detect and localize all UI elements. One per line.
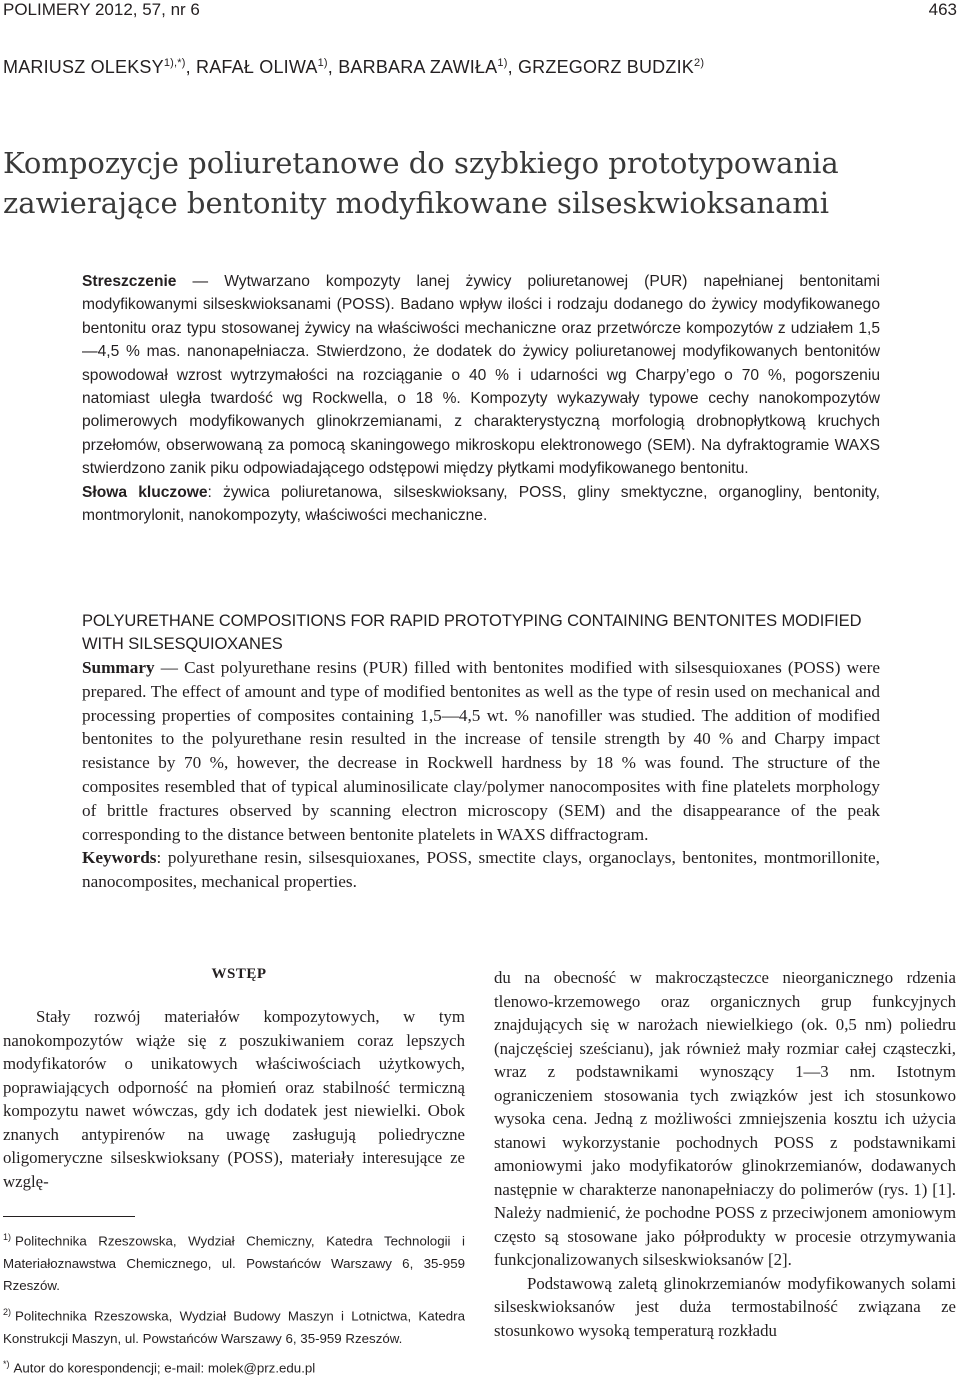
summary-dash: — [154,658,185,677]
body-paragraph: Podstawową zaletą glinokrzemianów modyfikowanych solami silseskwioksanów jest duża termostabilność związana ze stosunkowo wysoką temperaturą rozkładu [494,1273,956,1340]
author-separator: , [507,57,518,77]
footnote-mark: *) [3,1359,10,1370]
author-name: BARBARA ZAWIŁA [338,57,498,77]
abstract-dash: — [176,273,225,290]
keywords-label: Keywords [82,848,157,868]
keywords-label: Słowa kluczowe [82,483,208,501]
running-header [3,0,957,22]
paper-title [3,143,943,223]
keywords-paragraph [82,481,880,528]
summary-paragraph [82,656,880,846]
summary-text: Cast polyurethane resins (PUR) filled with bentonites modified with silsesquioxanes (POSS) were prepared. The effect of amount and type of modified bentonites as well as the type of resin used on mechanical and processing properties of composites containing 1,5—4,5 wt. % nanofiller was studied. The addition of modified bentonites to the polyurethane resin resulted in the increase of tensile strength by 40 % and Charpy impact resistance by 70 %, however, the decrease in Rockwell hardness by 18 % was found. The structure of the composites resembled that of typical aluminosilicate clay/polymer nanocomposites with fine platelets morphology of brittle fractures observed by scanning electron microscopy (SEM) and the disappearance of the peak corresponding to the distance between bentonite platelets in WAXS diffractogram. [82,658,880,844]
keywords-text: polyurethane resin, silsesquioxanes, POSS, smectite clays, organoclays, bentonites, montmorillonite, nanocomposites, mechanical properties. [82,848,880,892]
abstract-label: Streszczenie [82,273,177,290]
keywords-separator: : [207,483,224,501]
author-affiliation-mark: 1),*) [163,57,186,69]
footnote [3,1301,465,1350]
author-affiliation-mark: 1) [317,57,328,69]
summary-label: Summary [82,658,155,677]
body-paragraph: Stały rozwój materiałów kompozytowych, w tym nanokompozytów wiąże się z poszukiwaniem coraz lepszych modyfikatorów o unikatowych właściwościach użytkowych, poprawiających odporność na płomień oraz stabilność termiczną kompozytu nawet wówczas, gdy ich dodatek jest niewielki. Obok znanych antypirenów na uwagę zasługują poliedryczne oligomeryczne silseskwioksany (POSS), materiały interesujące ze wzglę- [3,1007,465,1191]
body-text [494,966,956,1342]
footnote-text: Autor do korespondencji; e-mail: molek@prz.edu.pl [13,1360,316,1376]
footnote-mark: 2) [3,1306,12,1317]
abstract-paragraph [82,270,880,481]
footnote [3,1226,465,1298]
page-number: 463 [928,0,957,19]
english-title: POLYURETHANE COMPOSITIONS FOR RAPID PROTOTYPING CONTAINING BENTONITES MODIFIED WITH SILSESQUIOXANES [82,612,862,653]
paper-title-line: zawierające bentonity modyfikowane silseskwioksanami [3,186,830,220]
body-text [3,1005,465,1193]
abstract-english [82,656,880,894]
footnote-text: Politechnika Rzeszowska, Wydział Budowy Maszyn i Lotnictwa, Katedra Konstrukcji Maszyn, ul. Powstańców Warszawy 6, 35-959 Rzeszów. [3,1308,465,1346]
author-name: MARIUSZ OLEKSY [3,57,164,77]
right-column [494,966,956,1342]
section-heading: WSTĘP [211,966,267,982]
paper-title-line: Kompozycje poliuretanowe do szybkiego prototypowania [3,146,839,180]
footnote-mark: 1) [3,1232,12,1242]
left-column [3,966,465,1193]
abstract-polish [82,270,880,527]
author-affiliation-mark: 2) [694,57,705,69]
author-list [3,57,704,78]
abstract-text: Wytwarzano kompozyty lanej żywicy poliuretanowej (PUR) napełnianej bentonitami modyfikowanymi silseskwioksanami (POSS). Badano wpływ ilości i rodzaju dodanego do żywicy modyfikowanego bentonitu oraz typu stosowanej żywicy na właściwości mechaniczne oraz przetwórcze kompozytów z udziałem 1,5—4,5 % mas. nanonapełniacza. Stwierdzono, że dodatek do żywicy poliuretanowej modyfikowanych bentonitów spowodował wzrost wytrzymałości na rozciąganie o 40 % i udarności wg Charpy’ego o 70 %, pogorszeniu natomiast uległa twardość wg Rockwella, o 18 %. Kompozyty wykazywały typowe cechy nanokompozytów polimerowych modyfikowanych glinokrzemianami, z charakterystyczną morfologią drobnopłytkową kruchych przełomów, obserwowaną za pomocą skaningowego mikroskopu elektronowego (SEM). Na dyfraktogramie WAXS stwierdzono zanik piku odpowiadającego odstępowi między płytkami modyfikowanego bentonitu. [82,273,880,478]
author-name: RAFAŁ OLIWA [196,57,318,77]
author-name: GRZEGORZ BUDZIK [517,57,694,77]
footnote-text: Politechnika Rzeszowska, Wydział Chemiczny, Katedra Technologii i Materiałoznawstwa Chemicznego, ul. Powstańców Warszawy 6, 35-959 Rzeszów. [3,1233,465,1294]
author-separator: , [327,57,339,77]
keywords-separator: : [156,848,168,868]
body-paragraph: du na obecność w makrocząsteczce nieorganicznego rdzenia tlenowo-krzemowego oraz organicznych grup funkcyjnych znajdujących się w narożach niewielkiego (ok. 0,5 nm) poliedru (najczęściej sześcianu), jak również mały rozmiar całej cząsteczki, wraz z podstawnikami wynoszący 1—3 nm. Istotnym ograniczeniem stosowania tych związków jest ich stosunkowo wysoka cena. Jedną z możliwości zmniejszenia kosztu ich użycia stanowi wykorzystanie pochodnych POSS z podstawnikami amoniowymi jako modyfikatorów glinokrzemianów, dodawanych następnie w charakterze nanonapełniaczy do polimerów (rys. 1) [1]. Należy nadmienić, że pochodne POSS z przeciwjonem amoniowym często są stosowane jako półprodukty w procesie otrzymywania funkcjonalizowanych silseskwioksanów [2]. [494,968,956,1269]
footnote [3,1353,465,1380]
footnote-divider [3,1216,135,1217]
keywords-paragraph [82,846,880,894]
keywords-text: żywica poliuretanowa, silseskwioksany, POSS, gliny smektyczne, organogliny, bentonity, montmorylonit, nanokompozyty, właściwości mechaniczne. [82,483,880,525]
journal-citation: POLIMERY 2012, 57, nr 6 [3,0,200,19]
footnotes [3,1226,465,1383]
author-affiliation-mark: 1) [497,57,508,69]
author-separator: , [185,57,197,77]
